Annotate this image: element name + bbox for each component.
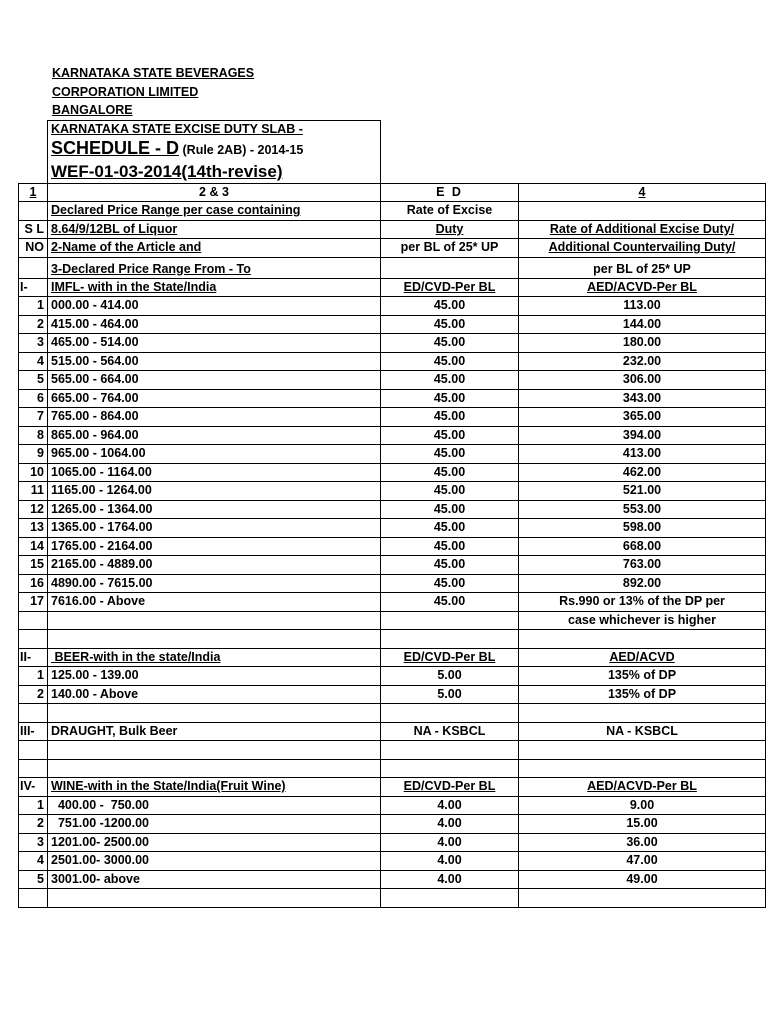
column-header-row-1 <box>19 202 766 221</box>
section-imfl-header <box>19 278 766 297</box>
aed-rate: 598.00 <box>519 519 766 538</box>
price-range: 125.00 - 139.00 <box>48 667 381 686</box>
row-sl: 16 <box>19 574 48 593</box>
col-ed-number: E D <box>381 183 519 202</box>
row-sl: 2 <box>19 815 48 834</box>
row-sl: 8 <box>19 426 48 445</box>
aed-rate: 135% of DP <box>519 667 766 686</box>
row-sl: 2 <box>19 315 48 334</box>
price-range: 515.00 - 564.00 <box>48 352 381 371</box>
aed-rate: 343.00 <box>519 389 766 408</box>
aed-rate: 144.00 <box>519 315 766 334</box>
org-name-line2: CORPORATION LIMITED <box>52 85 199 99</box>
price-range: 965.00 - 1064.00 <box>48 445 381 464</box>
ed-rate: 4.00 <box>381 796 519 815</box>
price-range: 140.00 - Above <box>48 685 381 704</box>
ed-column-label: ED/CVD-Per BL <box>381 278 519 297</box>
title-row-wef <box>19 161 766 184</box>
ed-rate: 5.00 <box>381 667 519 686</box>
price-range: 565.00 - 664.00 <box>48 371 381 390</box>
ed-rate: 45.00 <box>381 519 519 538</box>
table-row <box>19 593 766 612</box>
schedule-heading <box>48 139 381 161</box>
wef-date: WEF-01-03-2014(14th-revise) <box>48 161 381 184</box>
aed-rate: NA - KSBCL <box>519 722 766 741</box>
price-range: 3001.00- above <box>48 870 381 889</box>
ed-header-line3: per BL of 25* UP <box>381 239 519 258</box>
desc-header-line3: 2-Name of the Article and <box>48 239 381 258</box>
ed-rate: 45.00 <box>381 482 519 501</box>
section-title: BEER-with in the state/India <box>48 648 381 667</box>
table-row <box>19 389 766 408</box>
spacer-row <box>19 741 766 760</box>
col-1-number: 1 <box>19 183 48 202</box>
ed-rate: 4.00 <box>381 815 519 834</box>
aed-rate: 47.00 <box>519 852 766 871</box>
price-range: 751.00 -1200.00 <box>48 815 381 834</box>
table-row <box>19 537 766 556</box>
table-row <box>19 297 766 316</box>
ed-rate: 45.00 <box>381 297 519 316</box>
ed-header-line2: Duty <box>381 220 519 239</box>
ed-rate: 45.00 <box>381 334 519 353</box>
price-range: 000.00 - 414.00 <box>48 297 381 316</box>
excise-duty-schedule-table <box>18 120 766 908</box>
aed-column-label: AED/ACVD <box>519 648 766 667</box>
aed-rate: 113.00 <box>519 297 766 316</box>
spacer-row <box>19 630 766 649</box>
row-sl: 3 <box>19 833 48 852</box>
aed-column-label: AED/ACVD-Per BL <box>519 278 766 297</box>
row-sl: 14 <box>19 537 48 556</box>
column-header-row-2 <box>19 220 766 239</box>
section-draught-row <box>19 722 766 741</box>
row-sl: 9 <box>19 445 48 464</box>
table-row-continuation <box>19 611 766 630</box>
ed-rate: 45.00 <box>381 408 519 427</box>
column-header-row-3 <box>19 239 766 258</box>
ed-column-label: ED/CVD-Per BL <box>381 778 519 797</box>
table-row <box>19 796 766 815</box>
table-row <box>19 852 766 871</box>
ed-rate: 45.00 <box>381 500 519 519</box>
table-row <box>19 815 766 834</box>
row-sl: 6 <box>19 389 48 408</box>
price-range: 765.00 - 864.00 <box>48 408 381 427</box>
table-row <box>19 408 766 427</box>
aed-rate: 394.00 <box>519 426 766 445</box>
col-4-number: 4 <box>519 183 766 202</box>
row-sl: 5 <box>19 870 48 889</box>
section-title: WINE-with in the State/India(Fruit Wine) <box>48 778 381 797</box>
price-range: 1201.00- 2500.00 <box>48 833 381 852</box>
section-number: IV- <box>19 778 48 797</box>
aed-rate: 365.00 <box>519 408 766 427</box>
aed-rate: 521.00 <box>519 482 766 501</box>
table-row <box>19 685 766 704</box>
ed-rate: 5.00 <box>381 685 519 704</box>
row-sl: 5 <box>19 371 48 390</box>
aed-rate: 49.00 <box>519 870 766 889</box>
price-range: 1265.00 - 1364.00 <box>48 500 381 519</box>
desc-header-line4: 3-Declared Price Range From - To <box>48 257 381 278</box>
section-number: I- <box>19 278 48 297</box>
table-row <box>19 371 766 390</box>
column-header-row-4 <box>19 257 766 278</box>
ed-rate: NA - KSBCL <box>381 722 519 741</box>
aed-header-line3: per BL of 25* UP <box>519 257 766 278</box>
aed-rate: 36.00 <box>519 833 766 852</box>
price-range: 2165.00 - 4889.00 <box>48 556 381 575</box>
ed-rate: 45.00 <box>381 556 519 575</box>
table-row <box>19 833 766 852</box>
aed-header-line1: Rate of Additional Excise Duty/ <box>519 220 766 239</box>
price-range: 7616.00 - Above <box>48 593 381 612</box>
column-number-row <box>19 183 766 202</box>
aed-rate: 892.00 <box>519 574 766 593</box>
price-range: 1065.00 - 1164.00 <box>48 463 381 482</box>
price-range: 1765.00 - 2164.00 <box>48 537 381 556</box>
ed-rate: 45.00 <box>381 463 519 482</box>
table-row <box>19 426 766 445</box>
table-row <box>19 463 766 482</box>
desc-header-line2: 8.64/9/12BL of Liquor <box>48 220 381 239</box>
ed-rate: 45.00 <box>381 445 519 464</box>
table-row <box>19 574 766 593</box>
row-sl: 4 <box>19 352 48 371</box>
schedule-title: SCHEDULE - D <box>51 138 180 158</box>
table-row <box>19 445 766 464</box>
ed-rate: 45.00 <box>381 389 519 408</box>
table-row <box>19 500 766 519</box>
org-name-line1: KARNATAKA STATE BEVERAGES <box>52 66 255 80</box>
spacer-row <box>19 704 766 723</box>
table-row <box>19 667 766 686</box>
sl-header-a: S L <box>19 220 48 239</box>
aed-column-label: AED/ACVD-Per BL <box>519 778 766 797</box>
ed-rate: 45.00 <box>381 352 519 371</box>
table-row <box>19 870 766 889</box>
row-sl: 4 <box>19 852 48 871</box>
aed-rate-line2: case whichever is higher <box>519 611 766 630</box>
ed-header-line1: Rate of Excise <box>381 202 519 221</box>
spacer-row <box>19 759 766 778</box>
aed-rate: 462.00 <box>519 463 766 482</box>
title-row-schedule <box>19 139 766 161</box>
price-range: 1165.00 - 1264.00 <box>48 482 381 501</box>
aed-rate: 668.00 <box>519 537 766 556</box>
row-sl: 12 <box>19 500 48 519</box>
ed-rate: 45.00 <box>381 574 519 593</box>
aed-rate: 180.00 <box>519 334 766 353</box>
table-row <box>19 519 766 538</box>
desc-header-line1: Declared Price Range per case containing <box>48 202 381 221</box>
ed-rate: 45.00 <box>381 426 519 445</box>
price-range: 400.00 - 750.00 <box>48 796 381 815</box>
row-sl: 3 <box>19 334 48 353</box>
aed-rate-line1: Rs.990 or 13% of the DP per <box>519 593 766 612</box>
table-row <box>19 315 766 334</box>
col-23-number: 2 & 3 <box>48 183 381 202</box>
section-title: DRAUGHT, Bulk Beer <box>48 722 381 741</box>
ed-rate: 45.00 <box>381 371 519 390</box>
row-sl: 7 <box>19 408 48 427</box>
price-range: 865.00 - 964.00 <box>48 426 381 445</box>
row-sl: 17 <box>19 593 48 612</box>
section-wine-header <box>19 778 766 797</box>
aed-rate: 763.00 <box>519 556 766 575</box>
price-range: 1365.00 - 1764.00 <box>48 519 381 538</box>
ed-rate: 4.00 <box>381 833 519 852</box>
row-sl: 15 <box>19 556 48 575</box>
aed-rate: 232.00 <box>519 352 766 371</box>
section-title: IMFL- with in the State/India <box>48 278 381 297</box>
price-range: 665.00 - 764.00 <box>48 389 381 408</box>
aed-rate: 9.00 <box>519 796 766 815</box>
row-sl: 13 <box>19 519 48 538</box>
row-sl: 2 <box>19 685 48 704</box>
org-name-line3: BANGALORE <box>52 103 133 117</box>
ed-rate: 4.00 <box>381 870 519 889</box>
row-sl: 10 <box>19 463 48 482</box>
price-range: 2501.00- 3000.00 <box>48 852 381 871</box>
price-range: 465.00 - 514.00 <box>48 334 381 353</box>
table-row <box>19 556 766 575</box>
ed-column-label: ED/CVD-Per BL <box>381 648 519 667</box>
slab-title: KARNATAKA STATE EXCISE DUTY SLAB - <box>48 121 381 139</box>
aed-rate: 135% of DP <box>519 685 766 704</box>
aed-rate: 306.00 <box>519 371 766 390</box>
ed-rate: 45.00 <box>381 537 519 556</box>
price-range: 4890.00 - 7615.00 <box>48 574 381 593</box>
aed-rate: 413.00 <box>519 445 766 464</box>
row-sl: 1 <box>19 297 48 316</box>
title-row-slab <box>19 121 766 139</box>
section-number: III- <box>19 722 48 741</box>
row-sl: 11 <box>19 482 48 501</box>
section-beer-header <box>19 648 766 667</box>
aed-rate: 15.00 <box>519 815 766 834</box>
aed-header-line2: Additional Countervailing Duty/ <box>519 239 766 258</box>
row-sl: 1 <box>19 667 48 686</box>
table-row <box>19 482 766 501</box>
ed-rate: 45.00 <box>381 315 519 334</box>
aed-rate: 553.00 <box>519 500 766 519</box>
schedule-rule: (Rule 2AB) - 2014-15 <box>182 143 304 157</box>
ed-rate: 45.00 <box>381 593 519 612</box>
ed-rate: 4.00 <box>381 852 519 871</box>
section-number: II- <box>19 648 48 667</box>
price-range: 415.00 - 464.00 <box>48 315 381 334</box>
table-row <box>19 352 766 371</box>
sl-header-b: NO <box>19 239 48 258</box>
spacer-row <box>19 889 766 908</box>
row-sl: 1 <box>19 796 48 815</box>
table-row <box>19 334 766 353</box>
